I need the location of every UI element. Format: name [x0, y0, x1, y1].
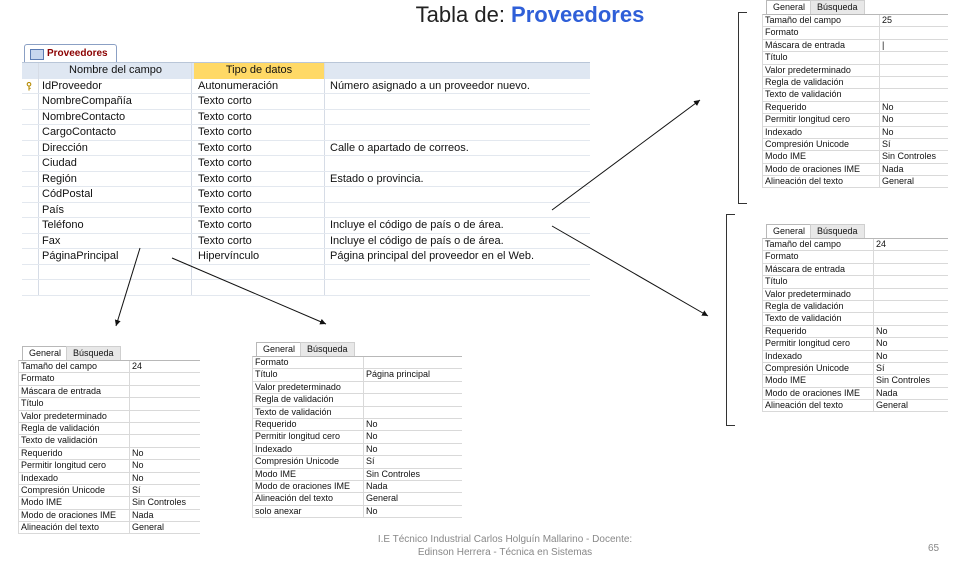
property-label: solo anexar — [255, 505, 302, 516]
property-value[interactable]: 25 — [879, 15, 892, 26]
field-name-cell[interactable]: CargoContacto — [40, 125, 192, 141]
property-label: Alineación del texto — [21, 522, 100, 533]
data-type-cell[interactable]: Texto corto — [194, 125, 325, 141]
property-label: Máscara de entrada — [21, 385, 102, 396]
property-value[interactable]: Sí — [873, 363, 885, 374]
property-label: Tamaño del campo — [765, 15, 842, 25]
data-type-cell[interactable]: Texto corto — [194, 218, 325, 234]
property-label: Valor predeterminado — [765, 288, 851, 299]
field-name-cell[interactable]: IdProveedor — [40, 79, 192, 95]
property-label: Compresión Unicode — [255, 456, 340, 467]
property-value[interactable]: Sí — [129, 485, 141, 496]
property-value[interactable]: Sin Controles — [363, 469, 420, 480]
slide-footer — [330, 533, 680, 559]
property-label: Modo IME — [255, 468, 297, 479]
property-label: Alineación del texto — [255, 493, 334, 504]
property-label: Máscara de entrada — [765, 39, 846, 50]
column-header-name: Nombre del campo — [40, 63, 192, 79]
data-type-cell[interactable]: Texto corto — [194, 110, 325, 126]
property-value[interactable]: Sí — [879, 139, 891, 150]
property-label: Título — [765, 276, 788, 287]
arrow-to-top-right — [552, 100, 700, 210]
property-label: Tamaño del campo — [765, 239, 842, 249]
property-label: Permitir longitud cero — [255, 431, 341, 442]
tab-general[interactable]: General — [766, 224, 812, 238]
field-name-cell[interactable]: PáginaPrincipal — [40, 249, 192, 265]
property-value[interactable]: No — [129, 473, 144, 484]
property-label: Compresión Unicode — [21, 484, 106, 495]
property-label: Formato — [21, 373, 55, 384]
property-label: Formato — [765, 251, 799, 262]
property-label: Texto de validación — [765, 89, 842, 100]
data-type-cell[interactable]: Texto corto — [194, 94, 325, 110]
field-name-cell[interactable]: CódPostal — [40, 187, 192, 203]
field-name-cell[interactable]: NombreCompañía — [40, 94, 192, 110]
property-label: Alineación del texto — [765, 400, 844, 411]
property-label: Permitir longitud cero — [765, 338, 851, 349]
property-label: Requerido — [765, 101, 807, 112]
property-label: Indexado — [765, 350, 803, 361]
property-value[interactable]: | — [879, 40, 884, 51]
property-value[interactable]: No — [879, 114, 894, 125]
property-label: Regla de validación — [21, 422, 100, 433]
data-type-cell[interactable]: Texto corto — [194, 141, 325, 157]
property-label: Formato — [255, 357, 289, 367]
tab-busqueda[interactable]: Búsqueda — [66, 346, 121, 360]
property-value[interactable]: Nada — [879, 164, 904, 175]
table-tab-label: Proveedores — [47, 48, 108, 59]
property-value[interactable]: Nada — [363, 481, 388, 492]
field-name-cell[interactable]: Fax — [40, 234, 192, 250]
arrow-to-bottom-center — [172, 258, 326, 324]
property-value[interactable]: General — [873, 400, 908, 411]
property-value[interactable]: Nada — [873, 388, 898, 399]
property-label: Indexado — [765, 126, 803, 137]
property-value[interactable]: 24 — [129, 361, 142, 372]
property-value[interactable]: No — [873, 326, 888, 337]
description-cell[interactable]: Estado o provincia. — [330, 172, 424, 185]
property-label: Modo de oraciones IME — [765, 163, 861, 174]
property-label: Compresión Unicode — [765, 138, 850, 149]
property-label: Texto de validación — [255, 406, 332, 417]
data-type-cell[interactable]: Texto corto — [194, 172, 325, 188]
tab-busqueda[interactable]: Búsqueda — [810, 0, 865, 14]
description-cell[interactable]: Página principal del proveedor en el Web. — [330, 250, 535, 262]
property-label: Regla de validación — [765, 76, 844, 87]
tab-busqueda[interactable]: Búsqueda — [300, 342, 355, 356]
footer-line-2: Edinson Herrera - Técnica en Sistemas — [417, 547, 593, 558]
field-name-cell[interactable]: Dirección — [40, 141, 192, 157]
property-label: Regla de validación — [765, 300, 844, 311]
property-label: Permitir longitud cero — [765, 114, 851, 125]
property-value[interactable]: No — [363, 419, 378, 430]
property-value[interactable]: No — [363, 431, 378, 442]
property-label: Indexado — [21, 472, 59, 483]
description-cell[interactable]: Incluye el código de país o de área. — [330, 234, 504, 247]
tab-general[interactable]: General — [256, 342, 302, 356]
field-name-cell[interactable]: País — [40, 203, 192, 219]
tab-general[interactable]: General — [22, 346, 68, 360]
arrow-to-bottom-left — [116, 248, 140, 326]
property-value[interactable]: Sí — [363, 456, 375, 467]
property-label: Alineación del texto — [765, 176, 844, 187]
property-value[interactable]: General — [879, 176, 914, 187]
property-label: Texto de validación — [765, 313, 842, 324]
property-label: Título — [765, 52, 788, 63]
footer-line-1: I.E Técnico Industrial Carlos Holguín Mallarino - Docente: — [377, 534, 633, 545]
property-label: Valor predeterminado — [765, 64, 851, 75]
property-label: Modo de oraciones IME — [765, 387, 861, 398]
property-value[interactable]: No — [879, 127, 894, 138]
description-cell[interactable]: Incluye el código de país o de área. — [330, 219, 504, 231]
property-label: Modo de oraciones IME — [255, 480, 351, 491]
property-label: Regla de validación — [255, 394, 334, 405]
property-label: Indexado — [255, 443, 293, 454]
property-value[interactable]: Sin Controles — [129, 497, 186, 508]
data-type-cell[interactable]: Texto corto — [194, 203, 325, 219]
property-value[interactable]: No — [129, 448, 144, 459]
property-label: Tamaño del campo — [21, 361, 98, 371]
property-label: Modo IME — [765, 375, 807, 386]
description-cell[interactable]: Calle o apartado de correos. — [330, 141, 469, 154]
column-header-type: Tipo de datos — [194, 63, 325, 79]
field-name-cell[interactable]: Región — [40, 172, 192, 188]
property-value[interactable]: No — [873, 338, 888, 349]
property-label: Modo IME — [21, 497, 63, 508]
property-value[interactable]: Sin Controles — [879, 151, 936, 162]
property-label: Modo IME — [765, 151, 807, 162]
arrow-to-mid-right — [552, 226, 708, 316]
property-value[interactable]: 24 — [873, 239, 886, 250]
page-number: 65 — [928, 543, 940, 554]
tab-general[interactable]: General — [766, 0, 812, 14]
property-label: Requerido — [765, 325, 807, 336]
title-table-name: Proveedores — [511, 2, 645, 27]
property-label: Formato — [765, 27, 799, 38]
property-label: Requerido — [255, 418, 297, 429]
data-type-cell[interactable]: Autonumeración — [194, 79, 325, 95]
property-label: Compresión Unicode — [765, 362, 850, 373]
title-prefix: Tabla de: — [415, 2, 512, 27]
description-cell[interactable]: Número asignado a un proveedor nuevo. — [330, 79, 530, 92]
data-type-cell[interactable]: Texto corto — [194, 156, 325, 172]
field-name-cell[interactable]: NombreContacto — [40, 110, 192, 126]
property-label: Valor predeterminado — [21, 410, 107, 421]
tab-busqueda[interactable]: Búsqueda — [810, 224, 865, 238]
data-type-cell[interactable]: Texto corto — [194, 187, 325, 203]
property-value[interactable]: No — [363, 444, 378, 455]
property-label: Máscara de entrada — [765, 263, 846, 274]
property-label: Texto de validación — [21, 435, 98, 446]
data-type-cell[interactable]: Texto corto — [194, 234, 325, 250]
property-value[interactable]: No — [129, 460, 144, 471]
data-type-cell[interactable]: Hipervínculo — [194, 249, 325, 265]
property-label: Título — [255, 369, 278, 380]
property-value[interactable]: No — [873, 351, 888, 362]
property-value[interactable]: No — [879, 102, 894, 113]
property-value[interactable]: No — [363, 506, 378, 517]
property-value[interactable]: Nada — [129, 510, 154, 521]
property-value[interactable]: Sin Controles — [873, 375, 930, 386]
property-label: Permitir longitud cero — [21, 460, 107, 471]
property-label: Requerido — [21, 447, 63, 458]
property-value[interactable]: General — [363, 493, 398, 504]
property-label: Título — [21, 398, 44, 409]
field-name-cell[interactable]: Teléfono — [40, 218, 192, 234]
property-value[interactable]: General — [129, 522, 164, 533]
property-value[interactable]: Página principal — [363, 369, 430, 380]
property-label: Modo de oraciones IME — [21, 509, 117, 520]
field-name-cell[interactable]: Ciudad — [40, 156, 192, 172]
property-label: Valor predeterminado — [255, 381, 341, 392]
